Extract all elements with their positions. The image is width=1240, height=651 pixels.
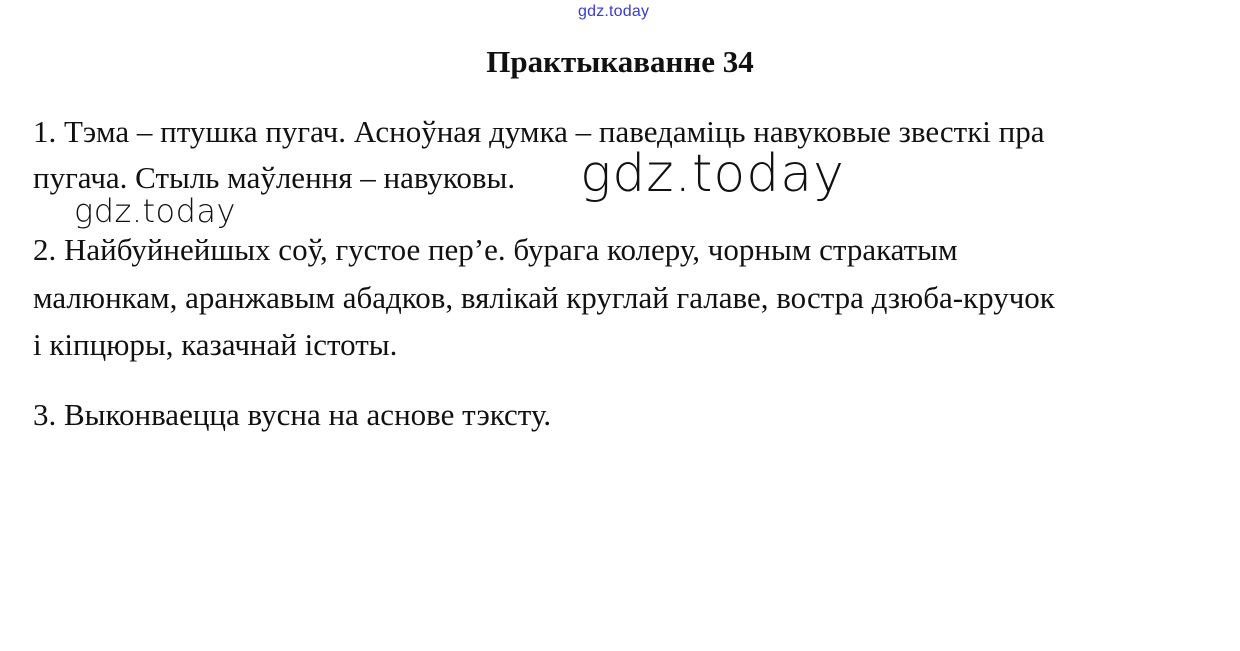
watermark-large: gdz.today	[580, 144, 845, 204]
watermark-top: gdz.today	[578, 3, 650, 20]
answer-2-line-1: 2. Найбуйнейшых соў, густое пер’е. бурага колеру, чорным стракатым	[33, 232, 958, 267]
answer-2-line-3: і кіпцюры, казачнай істоты.	[33, 327, 398, 362]
answer-1-line-2: пугача. Стыль маўлення – навуковы.	[33, 160, 516, 195]
watermark-medium: gdz.today	[74, 192, 236, 230]
page-title: Практыкаванне 34	[486, 44, 754, 79]
answer-3-line-1: 3. Выконваецца вусна на аснове тэксту.	[33, 397, 552, 432]
answer-1-line-1: 1. Тэма – птушка пугач. Асноўная думка – паведаміць навуковые звесткі пра	[33, 114, 1045, 149]
answer-2-line-2: малюнкам, аранжавым абадков, вялікай круглай галаве, востра дзюба-кручок	[33, 280, 1055, 315]
